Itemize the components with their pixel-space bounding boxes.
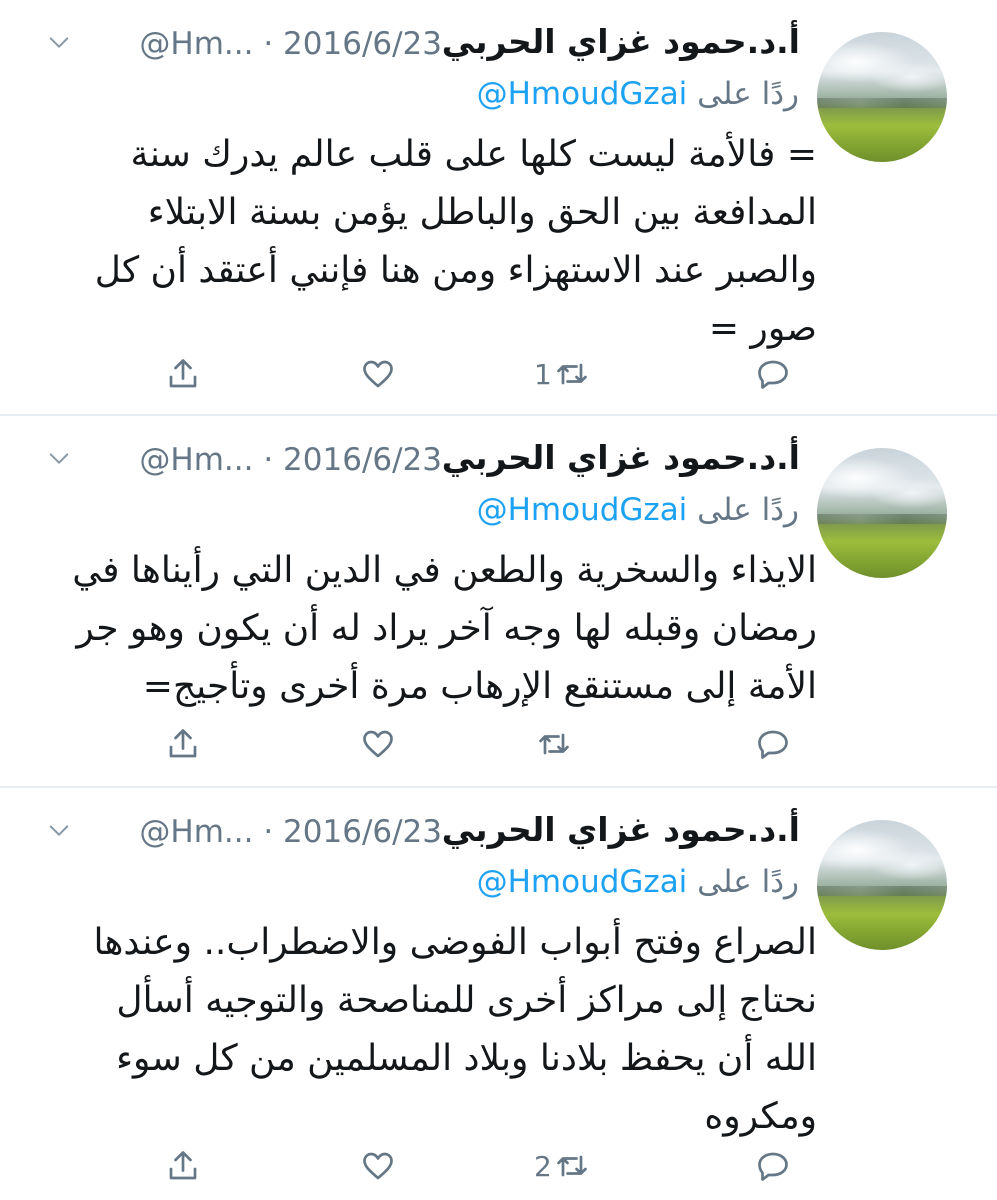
- author-handle-date: @Hm... · 2016/6/23: [139, 442, 442, 478]
- retweet-button[interactable]: [534, 352, 590, 396]
- like-button[interactable]: [360, 352, 396, 396]
- reply-context: ردًا على @HmoudGzai: [476, 76, 799, 112]
- avatar[interactable]: [817, 32, 947, 162]
- author-handle-date: @Hm... · 2016/6/23: [139, 26, 442, 62]
- share-button[interactable]: [165, 722, 201, 766]
- tweet-header: [40, 810, 800, 860]
- tweet-header: [40, 438, 800, 488]
- share-button[interactable]: [165, 1144, 201, 1188]
- like-button[interactable]: [360, 722, 396, 766]
- reply-button[interactable]: [755, 722, 791, 766]
- share-icon: [165, 726, 201, 762]
- reply-icon: [755, 1148, 791, 1184]
- reply-button[interactable]: [755, 1144, 791, 1188]
- share-icon: [165, 1148, 201, 1184]
- mention-link[interactable]: @HmoudGzai: [476, 864, 688, 900]
- retweet-count: 2: [534, 1149, 552, 1183]
- retweet-icon: [536, 726, 572, 762]
- tweet-text: الايذاء والسخرية والطعن في الدين التي رأيناها في رمضان وقبله لها وجه آخر يراد له أن يكون وهو جر الأمة إلى مستنقع الإرهاب مرة أخرى وتأجيج=: [72, 550, 817, 707]
- tweet[interactable]: [0, 416, 997, 786]
- tweet[interactable]: [0, 788, 997, 1200]
- heart-icon: [360, 356, 396, 392]
- tweet-text: = فالأمة ليست كلها على قلب عالم يدرك سنة المدافعة بين الحق والباطل يؤمن بسنة الابتلاء والصبر عند الاستهزاء ومن هنا فإنني أعتقد أن كل صور =: [94, 134, 817, 349]
- author-handle-date: @Hm... · 2016/6/23: [139, 814, 442, 850]
- reply-icon: [755, 356, 791, 392]
- chevron-down-icon[interactable]: [48, 32, 70, 54]
- mention-link[interactable]: @HmoudGzai: [476, 76, 688, 112]
- reply-context: ردًا على @HmoudGzai: [476, 864, 799, 900]
- heart-icon: [360, 1148, 396, 1184]
- author-name[interactable]: أ.د.حمود غزاي الحربي: [441, 438, 800, 477]
- retweet-button[interactable]: [534, 1144, 590, 1188]
- tweet-actions: [0, 352, 997, 402]
- mention-link[interactable]: @HmoudGzai: [476, 492, 688, 528]
- like-button[interactable]: [360, 1144, 396, 1188]
- share-icon: [165, 356, 201, 392]
- tweet-text: الصراع وفتح أبواب الفوضى والاضطراب.. وعندها نحتاج إلى مراكز أخرى للمناصحة والتوجيه أسأل الله أن يحفظ بلادنا وبلاد المسلمين من كل سوء ومكروه: [93, 922, 817, 1137]
- tweet-header: [40, 22, 800, 72]
- tweet-actions: [0, 722, 997, 772]
- retweet-icon: [554, 1148, 590, 1184]
- author-name[interactable]: أ.د.حمود غزاي الحربي: [441, 810, 800, 849]
- heart-icon: [360, 726, 396, 762]
- retweet-icon: [554, 356, 590, 392]
- avatar[interactable]: [817, 820, 947, 950]
- retweet-button[interactable]: [534, 722, 572, 766]
- reply-icon: [755, 726, 791, 762]
- retweet-count: 1: [534, 357, 552, 391]
- chevron-down-icon[interactable]: [48, 820, 70, 842]
- reply-button[interactable]: [755, 352, 791, 396]
- tweet[interactable]: [0, 0, 997, 414]
- share-button[interactable]: [165, 352, 201, 396]
- chevron-down-icon[interactable]: [48, 448, 70, 470]
- author-name[interactable]: أ.د.حمود غزاي الحربي: [441, 22, 800, 61]
- avatar[interactable]: [817, 448, 947, 578]
- reply-context: ردًا على @HmoudGzai: [476, 492, 799, 528]
- tweet-actions: [0, 1144, 997, 1194]
